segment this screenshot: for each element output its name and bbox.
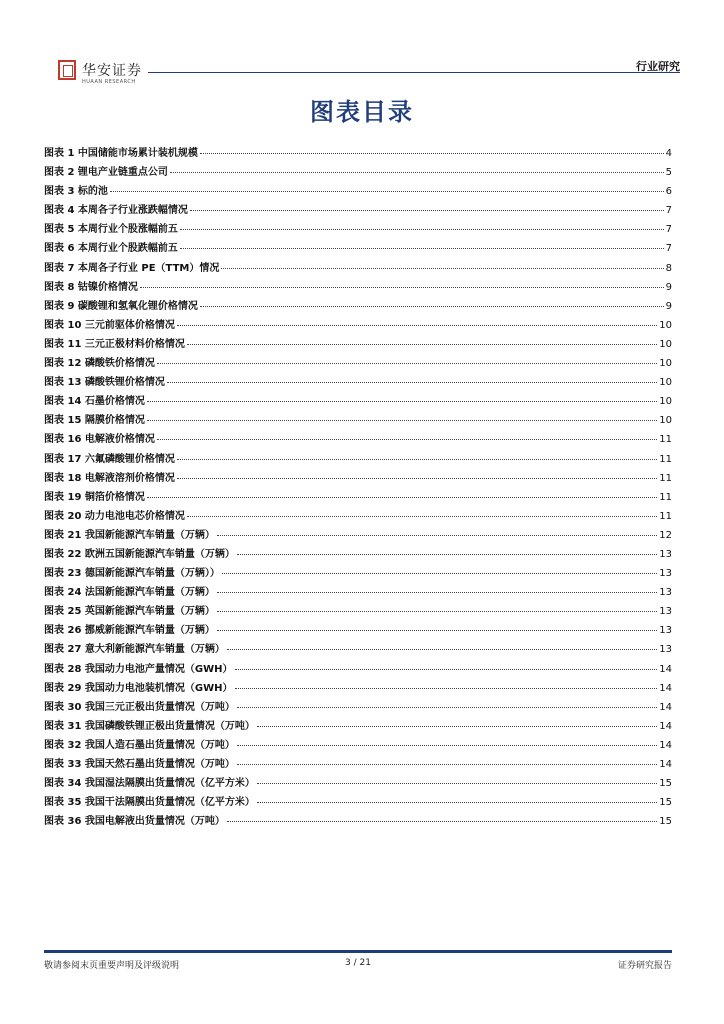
toc-entry-page[interactable]: 14: [659, 759, 672, 770]
toc-entry-page[interactable]: 15: [659, 797, 672, 809]
toc-entry-page[interactable]: 11: [659, 472, 672, 484]
toc-entry-page[interactable]: 6: [665, 186, 672, 198]
toc-entry-page[interactable]: 14: [659, 682, 672, 694]
toc-entry-page[interactable]: 10: [659, 396, 672, 408]
toc-entry[interactable]: [44, 679, 672, 698]
toc-entry[interactable]: [44, 526, 672, 545]
toc-leader-dots: [235, 688, 658, 689]
toc-entry-label[interactable]: 图表 12 磷酸铁价格情况: [44, 358, 155, 370]
toc-leader-dots: [177, 459, 657, 460]
toc-entry[interactable]: [44, 469, 672, 488]
toc-entry[interactable]: [44, 507, 672, 526]
toc-entry[interactable]: [44, 278, 672, 297]
toc-entry-label[interactable]: 图表 34 我国湿法隔膜出货量情况（亿平方米）: [44, 778, 255, 790]
toc-entry[interactable]: [44, 163, 672, 182]
toc-entry-page[interactable]: 14: [659, 663, 672, 675]
toc-entry[interactable]: [44, 660, 672, 679]
toc-entry[interactable]: [44, 316, 672, 335]
toc-leader-dots: [217, 611, 657, 612]
toc-entry-page[interactable]: 15: [659, 778, 672, 790]
header-divider: [148, 72, 680, 73]
toc-entry-label[interactable]: 图表 23 德国新能源汽车销量（万辆））: [44, 568, 220, 580]
toc-entry[interactable]: [44, 392, 672, 411]
toc-entry[interactable]: [44, 755, 672, 774]
toc-entry-page[interactable]: 10: [659, 358, 672, 370]
toc-entry-page[interactable]: 13: [659, 644, 672, 656]
toc-entry-page[interactable]: 9: [665, 300, 672, 312]
toc-entry-label[interactable]: 图表 25 英国新能源汽车销量（万辆）: [44, 606, 215, 618]
toc-entry[interactable]: [44, 144, 672, 163]
toc-entry-label[interactable]: 图表 11 三元正极材料价格情况: [44, 338, 185, 350]
toc-entry[interactable]: [44, 640, 672, 659]
toc-entry[interactable]: [44, 239, 672, 258]
toc-entry-label[interactable]: 图表 27 意大利新能源汽车销量（万辆）: [44, 644, 225, 656]
footer-divider: [44, 950, 672, 953]
toc-entry-label[interactable]: 图表 5 本周行业个股涨幅前五: [44, 224, 178, 236]
toc-entry-label[interactable]: 图表 33 我国天然石墨出货量情况（万吨）: [44, 759, 235, 770]
toc-leader-dots: [147, 401, 657, 402]
toc-entry[interactable]: [44, 335, 672, 354]
toc-entry[interactable]: [44, 450, 672, 469]
toc-leader-dots: [257, 802, 657, 803]
toc-entry-page[interactable]: 8: [665, 262, 672, 274]
page-footer: [44, 958, 672, 972]
toc-entry[interactable]: [44, 698, 672, 717]
toc-leader-dots: [177, 478, 657, 479]
toc-leader-dots: [237, 764, 657, 765]
toc-leader-dots: [237, 707, 657, 708]
toc-entry[interactable]: [44, 545, 672, 564]
disclaimer-note: 敬请参阅末页重要声明及评级说明: [44, 961, 180, 971]
toc-entry-page[interactable]: 14: [659, 739, 672, 751]
toc-entry-label[interactable]: 图表 31 我国磷酸铁锂正极出货量情况（万吨）: [44, 720, 255, 732]
toc-entry[interactable]: [44, 812, 672, 831]
toc-entry-label[interactable]: 图表 24 法国新能源汽车销量（万辆）: [44, 587, 215, 599]
toc-leader-dots: [167, 382, 657, 383]
toc-leader-dots: [180, 229, 664, 230]
page-title: 图表目录: [310, 98, 414, 126]
toc-entry[interactable]: [44, 411, 672, 430]
toc-entry-page[interactable]: 7: [665, 205, 672, 217]
toc-entry-page[interactable]: 9: [665, 281, 672, 293]
toc-entry-label[interactable]: 图表 8 钴镍价格情况: [44, 281, 138, 293]
toc-leader-dots: [257, 783, 657, 784]
toc-leader-dots: [157, 439, 657, 440]
toc-entry-page[interactable]: 5: [665, 167, 672, 179]
logo-text-cn: 华安证券: [82, 63, 142, 79]
toc-leader-dots: [217, 592, 657, 593]
report-type: 证券研究报告: [617, 961, 672, 971]
toc-entry[interactable]: [44, 583, 672, 602]
toc-leader-dots: [147, 420, 657, 421]
toc-leader-dots: [200, 153, 664, 154]
toc-entry-page[interactable]: 11: [659, 453, 672, 465]
toc-entry-page[interactable]: 4: [665, 148, 672, 159]
toc-entry-label[interactable]: 图表 29 我国动力电池装机情况（GWH）: [44, 682, 233, 694]
toc-entry[interactable]: [44, 774, 672, 793]
toc-entry[interactable]: [44, 259, 672, 278]
toc-entry[interactable]: [44, 621, 672, 640]
toc-entry-label[interactable]: 图表 22 欧洲五国新能源汽车销量（万辆）: [44, 548, 235, 560]
toc-entry-page[interactable]: 14: [659, 720, 672, 732]
toc-entry-label[interactable]: 图表 4 本周各子行业涨跌幅情况: [44, 205, 188, 217]
toc-leader-dots: [237, 554, 657, 555]
toc-entry-page[interactable]: 11: [659, 491, 672, 503]
toc-entry-label[interactable]: 图表 6 本周行业个股跌幅前五: [44, 243, 178, 255]
toc-entry-label[interactable]: 图表 3 标的池: [44, 186, 108, 198]
toc-entry-label[interactable]: 图表 14 石墨价格情况: [44, 396, 145, 408]
toc-entry[interactable]: [44, 736, 672, 755]
toc-entry-label[interactable]: 图表 20 动力电池电芯价格情况: [44, 510, 185, 522]
toc-entry-label[interactable]: 图表 9 碳酸锂和氢氧化锂价格情况: [44, 300, 198, 312]
toc-entry-page[interactable]: 7: [665, 243, 672, 255]
toc-leader-dots: [237, 745, 657, 746]
toc-entry-label[interactable]: 图表 28 我国动力电池产量情况（GWH）: [44, 663, 233, 675]
toc-entry[interactable]: [44, 602, 672, 621]
toc-leader-dots: [222, 573, 657, 574]
toc-entry-page[interactable]: 10: [659, 415, 672, 427]
toc-entry-page[interactable]: 13: [659, 625, 672, 637]
toc-leader-dots: [140, 287, 664, 288]
toc-entry-label[interactable]: 图表 35 我国干法隔膜出货量情况（亿平方米）: [44, 797, 255, 809]
seal-icon: [58, 60, 76, 80]
toc-entry-label[interactable]: 图表 15 隔膜价格情况: [44, 415, 145, 427]
company-logo: [58, 60, 150, 88]
toc-entry-label[interactable]: 图表 16 电解液价格情况: [44, 434, 155, 446]
toc-entry-label[interactable]: 图表 21 我国新能源汽车销量（万辆）: [44, 529, 215, 541]
toc-leader-dots: [110, 191, 664, 192]
report-category: 行业研究: [636, 60, 680, 73]
toc-entry-label[interactable]: 图表 18 电解液溶剂价格情况: [44, 472, 175, 484]
toc-leader-dots: [180, 248, 664, 249]
toc-entry[interactable]: [44, 182, 672, 201]
toc-leader-dots: [217, 535, 657, 536]
toc-entry-label[interactable]: 图表 2 锂电产业链重点公司: [44, 167, 168, 179]
toc-entry-page[interactable]: 13: [659, 587, 672, 599]
logo-text-en: HUAAN RESEARCH: [82, 79, 136, 85]
toc-entry-page[interactable]: 13: [659, 548, 672, 560]
toc-leader-dots: [227, 821, 657, 822]
toc-leader-dots: [177, 325, 657, 326]
toc-entry[interactable]: [44, 201, 672, 220]
toc-entry-label[interactable]: 图表 36 我国电解液出货量情况（万吨）: [44, 816, 225, 828]
toc-entry-page[interactable]: 13: [659, 568, 672, 580]
toc-entry-label[interactable]: 图表 32 我国人造石墨出货量情况（万吨）: [44, 739, 235, 751]
toc-leader-dots: [147, 497, 657, 498]
toc-entry-label[interactable]: 图表 10 三元前驱体价格情况: [44, 319, 175, 331]
toc-entry-label[interactable]: 图表 17 六氟磷酸锂价格情况: [44, 453, 175, 465]
toc-leader-dots: [157, 363, 657, 364]
toc-entry-page[interactable]: 13: [659, 606, 672, 618]
toc-entry-page[interactable]: 12: [659, 529, 672, 541]
toc-leader-dots: [257, 726, 657, 727]
toc-entry[interactable]: [44, 430, 672, 449]
toc-leader-dots: [187, 516, 657, 517]
toc-entry-page[interactable]: 10: [659, 338, 672, 350]
toc-entry[interactable]: [44, 297, 672, 316]
toc-entry-label[interactable]: 图表 1 中国储能市场累计装机规模: [44, 148, 198, 159]
toc-entry-label[interactable]: 图表 7 本周各子行业 PE（TTM）情况: [44, 262, 220, 274]
toc-entry-page[interactable]: 7: [665, 224, 672, 236]
toc-entry-page[interactable]: 11: [659, 434, 672, 446]
toc-entry-page[interactable]: 14: [659, 701, 672, 713]
toc-leader-dots: [190, 210, 664, 211]
toc-entry-label[interactable]: 图表 26 挪威新能源汽车销量（万辆）: [44, 625, 215, 637]
toc-leader-dots: [235, 669, 658, 670]
toc-entry[interactable]: [44, 717, 672, 736]
toc-leader-dots: [170, 172, 664, 173]
toc-leader-dots: [200, 306, 664, 307]
toc-entry[interactable]: [44, 220, 672, 239]
toc-leader-dots: [221, 268, 663, 269]
toc-entry[interactable]: [44, 564, 672, 583]
page-header: [48, 58, 680, 88]
page-number: 3 / 21: [345, 958, 371, 968]
toc-leader-dots: [227, 649, 657, 650]
toc-entry-label[interactable]: 图表 13 磷酸铁锂价格情况: [44, 377, 165, 389]
toc-entry-page[interactable]: 10: [659, 319, 672, 331]
toc-entry-page[interactable]: 15: [659, 816, 672, 828]
toc-leader-dots: [187, 344, 657, 345]
toc-entry-page[interactable]: 11: [659, 510, 672, 522]
toc-leader-dots: [217, 630, 657, 631]
toc-entry-page[interactable]: 10: [659, 377, 672, 389]
toc-entry[interactable]: [44, 373, 672, 392]
toc-entry-label[interactable]: 图表 19 铜箔价格情况: [44, 491, 145, 503]
toc-entry[interactable]: [44, 488, 672, 507]
toc-entry[interactable]: [44, 354, 672, 373]
toc-entry[interactable]: [44, 793, 672, 812]
table-of-figures: [44, 144, 672, 831]
toc-entry-label[interactable]: 图表 30 我国三元正极出货量情况（万吨）: [44, 701, 235, 713]
